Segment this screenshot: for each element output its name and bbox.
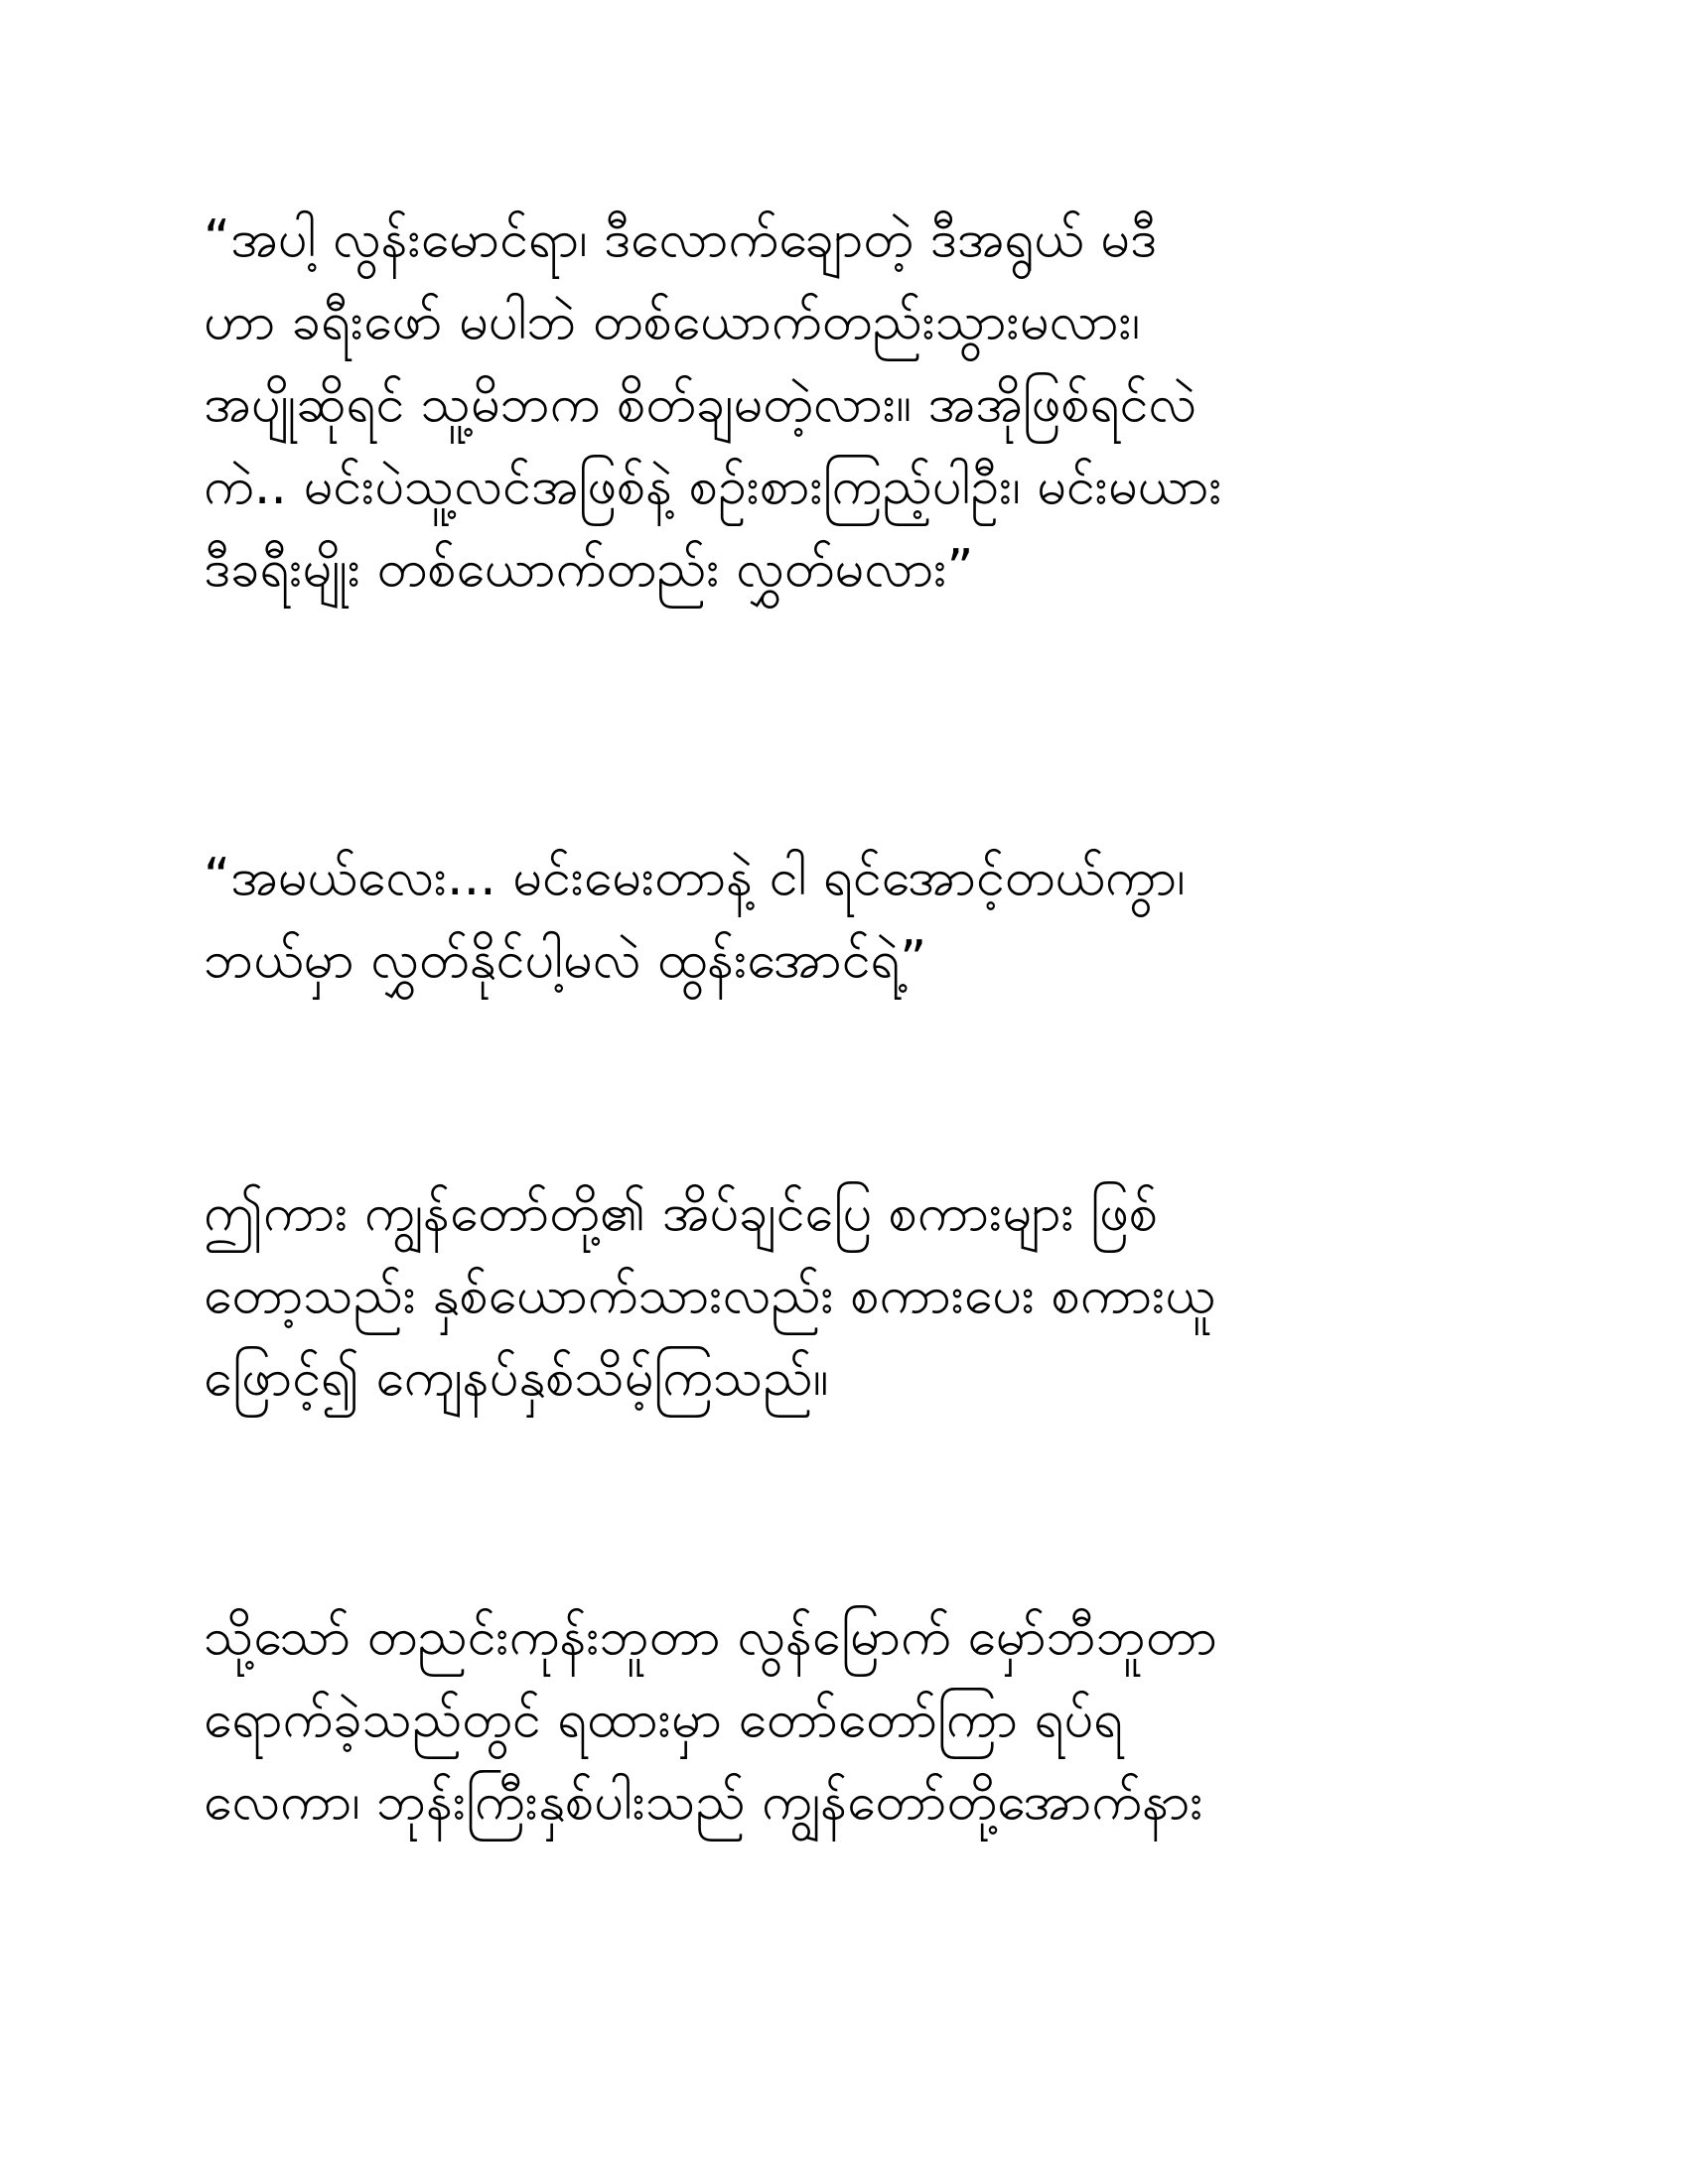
text-line: လေကာ၊ ဘုန်းကြီးနှစ်ပါးသည် ကျွန်တော်တို့အောက်နား (204, 1772, 1203, 1832)
text-line: ဟာ ခရီးဖော် မပါဘဲ တစ်ယောက်တည်းသွားမလား၊ (204, 292, 1140, 351)
text-line: ဒီခရီးမျိုး တစ်ယောက်တည်း လွှတ်မလား” (204, 539, 974, 599)
paragraph-dialogue-1 (204, 199, 1494, 611)
text-line: တော့သည်း နှစ်ယောက်သားလည်း စကားပေး စကားယူ (204, 1266, 1215, 1325)
text-line: ရောက်ခဲ့သည်တွင် ရထားမှာ တော်တော်ကြာ ရပ်ရ (204, 1690, 1123, 1749)
text-line: ဤကား ကျွန်တော်တို့၏ အိပ်ချင်ပြေ စကားများ ဖြစ် (204, 1183, 1158, 1243)
text-line: အပျိုဆိုရင် သူ့မိဘက စိတ်ချမတဲ့လား။ အအိုဖြစ်ရင်လဲ (204, 374, 1196, 434)
text-line: “အမယ်လေး... မင်းမေးတာနဲ့ ငါ ရင်အောင့်တယ်ကွာ၊ (204, 848, 1186, 907)
text-line: သို့သော် တညင်းကုန်းဘူတာ လွန်မြောက် မှော်ဘီဘူတာ (204, 1607, 1217, 1667)
paragraph-narration-1 (204, 1172, 1494, 1420)
text-line: ကဲ.. မင်းပဲသူ့လင်အဖြစ်နဲ့ စဉ်းစားကြည့်ပါဦး၊ မင်းမယား (204, 457, 1222, 516)
text-line: “အပါ့ လွန်းမောင်ရာ၊ ဒီလောက်ချောတဲ့ ဒီအရွယ် မဒီ (204, 209, 1157, 269)
text-line: ဖြောင့်၍ ကျေနပ်နှစ်သိမ့်ကြသည်။ (204, 1348, 829, 1408)
paragraph-dialogue-2 (204, 837, 1494, 1002)
text-line: ဘယ်မှာ လွှတ်နိုင်ပါ့မလဲ ထွန်းအောင်ရဲ့” (204, 930, 927, 990)
paragraph-narration-2 (204, 1596, 1494, 1843)
